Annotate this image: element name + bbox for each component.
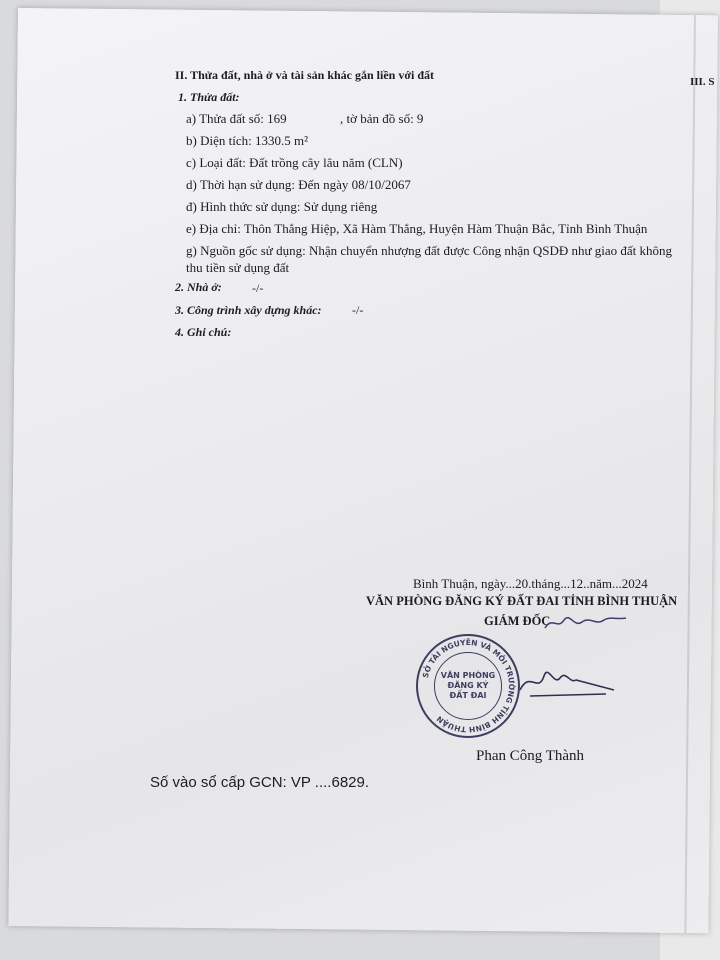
initial-scribble xyxy=(540,608,630,636)
land-type: c) Loại đất: Đất trồng cây lâu năm (CLN) xyxy=(186,155,403,170)
handwritten-signature xyxy=(510,650,620,710)
section-title: II. Thửa đất, nhà ở và tài sản khác gắn liền với đất xyxy=(175,68,435,82)
registry-number: Số vào sổ cấp GCN: VP ....6829. xyxy=(150,774,370,791)
house-value: -/- xyxy=(252,281,264,295)
origin-line-2: thu tiền sử dụng đất xyxy=(186,260,290,275)
official-seal xyxy=(416,634,520,738)
director-title: GIÁM ĐỐC xyxy=(484,614,551,628)
seal-line: ĐẤT ĐAI xyxy=(449,691,487,700)
area: b) Diện tích: 1330.5 m² xyxy=(186,133,308,148)
parcel-number: a) Thửa đất số: 169 xyxy=(186,111,287,126)
place-date: Bình Thuận, ngày...20.tháng...12..năm...2024 xyxy=(413,576,648,591)
seal-line: ĐĂNG KÝ xyxy=(447,681,489,690)
construction-label: 3. Công trình xây dựng khác: xyxy=(175,303,322,317)
use-term: d) Thời hạn sử dụng: Đến ngày 08/10/2067 xyxy=(186,177,411,192)
origin-line-1: g) Nguồn gốc sử dụng: Nhận chuyển nhượng đất được Công nhận QSDĐ như giao đất không xyxy=(186,243,673,258)
svg-text:SỞ TÀI NGUYÊN VÀ MÔI TRƯỜNG TỈ: SỞ TÀI NGUYÊN VÀ MÔI TRƯỜNG TỈNH BÌNH THUẬN xyxy=(420,637,517,735)
certificate-page xyxy=(8,8,718,933)
signer-name: Phan Công Thành xyxy=(476,748,585,764)
issuing-office: VĂN PHÒNG ĐĂNG KÝ ĐẤT ĐAI TỈNH BÌNH THUẬN xyxy=(366,594,678,608)
seal-line: VĂN PHÒNG xyxy=(440,671,496,680)
construction-value: -/- xyxy=(352,303,364,317)
address: e) Địa chỉ: Thôn Thắng Hiệp, Xã Hàm Thắng, Huyện Hàm Thuận Bắc, Tỉnh Bình Thuận xyxy=(186,221,648,236)
next-page-header: III. S xyxy=(690,76,715,88)
map-sheet-number: , tờ bản đồ số: 9 xyxy=(340,111,424,126)
house-label: 2. Nhà ở: xyxy=(175,280,222,294)
land-heading: 1. Thửa đất: xyxy=(178,90,240,104)
seal-center xyxy=(434,652,502,720)
use-form: đ) Hình thức sử dụng: Sử dụng riêng xyxy=(186,199,378,214)
note-label: 4. Ghi chú: xyxy=(175,325,232,339)
page-fold xyxy=(684,15,696,933)
